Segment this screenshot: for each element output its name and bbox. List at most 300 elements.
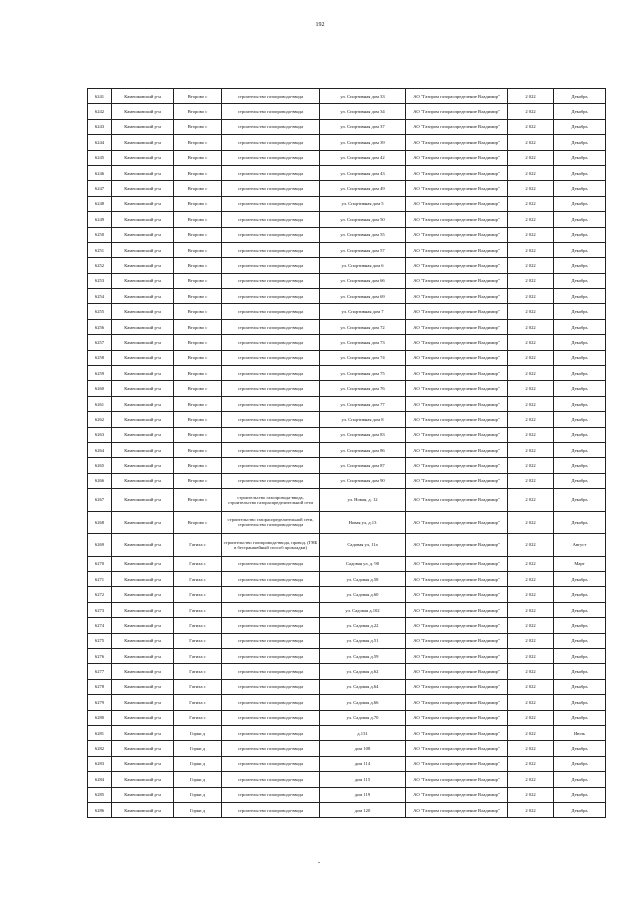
address-cell: ул. Спортивная дом 6	[320, 258, 406, 273]
year-cell: 2 022	[508, 181, 554, 196]
year-cell: 2 022	[508, 633, 554, 648]
settlement-cell: Второво с	[174, 104, 222, 119]
address-cell: ул. Спортивная дом 86	[320, 442, 406, 457]
address-cell: дом 115	[320, 772, 406, 787]
district-cell: Камешковский р-н	[112, 787, 174, 802]
table-row	[88, 556, 606, 571]
organization-cell: АО "Газпром газораспределение Владимир"	[406, 335, 508, 350]
district-cell: Камешковский р-н	[112, 350, 174, 365]
district-cell: Камешковский р-н	[112, 649, 174, 664]
address-cell: ул. Спортивная дом 87	[320, 458, 406, 473]
table-row	[88, 273, 606, 288]
district-cell: Камешковский р-н	[112, 289, 174, 304]
month-cell: Декабрь	[554, 756, 606, 771]
address-cell: дом 120	[320, 802, 406, 817]
settlement-cell: Гатиха с	[174, 710, 222, 725]
table-row	[88, 350, 606, 365]
organization-cell: АО "Газпром газораспределение Владимир"	[406, 534, 508, 557]
year-cell: 2 022	[508, 350, 554, 365]
row-number-cell: 6282	[88, 741, 112, 756]
year-cell: 2 022	[508, 473, 554, 488]
address-cell: Садовая ул, 11а	[320, 534, 406, 557]
year-cell: 2 022	[508, 304, 554, 319]
year-cell: 2 022	[508, 572, 554, 587]
address-cell: ул. Спортивная дом 8	[320, 412, 406, 427]
table-row	[88, 181, 606, 196]
organization-cell: АО "Газпром газораспределение Владимир"	[406, 741, 508, 756]
year-cell: 2 022	[508, 104, 554, 119]
table-row	[88, 534, 606, 557]
year-cell: 2 022	[508, 227, 554, 242]
settlement-cell: Второво с	[174, 273, 222, 288]
month-cell: Декабрь	[554, 89, 606, 104]
table-row	[88, 572, 606, 587]
settlement-cell: Второво с	[174, 412, 222, 427]
row-number-cell: 6278	[88, 679, 112, 694]
address-cell: ул. Спортивная дом 69	[320, 289, 406, 304]
settlement-cell: Второво с	[174, 442, 222, 457]
organization-cell: АО "Газпром газораспределение Владимир"	[406, 772, 508, 787]
table-row	[88, 473, 606, 488]
address-cell: ул. Садовая д.59	[320, 649, 406, 664]
month-cell: Декабрь	[554, 381, 606, 396]
table-row	[88, 602, 606, 617]
settlement-cell: Второво с	[174, 212, 222, 227]
organization-cell: АО "Газпром газораспределение Владимир"	[406, 664, 508, 679]
organization-cell: АО "Газпром газораспределение Владимир"	[406, 165, 508, 180]
table-row	[88, 618, 606, 633]
month-cell: Декабрь	[554, 289, 606, 304]
year-cell: 2 022	[508, 396, 554, 411]
organization-cell: АО "Газпром газораспределение Владимир"	[406, 289, 508, 304]
work-type-cell: строительство газопровода-ввода	[222, 772, 320, 787]
district-cell: Камешковский р-н	[112, 710, 174, 725]
district-cell: Камешковский р-н	[112, 258, 174, 273]
address-cell: дом 108	[320, 741, 406, 756]
settlement-cell: Горки д	[174, 756, 222, 771]
month-cell: Декабрь	[554, 710, 606, 725]
district-cell: Камешковский р-н	[112, 427, 174, 442]
month-cell: Декабрь	[554, 664, 606, 679]
organization-cell: АО "Газпром газораспределение Владимир"	[406, 381, 508, 396]
organization-cell: АО "Газпром газораспределение Владимир"	[406, 511, 508, 534]
settlement-cell: Второво с	[174, 511, 222, 534]
district-cell: Камешковский р-н	[112, 442, 174, 457]
row-number-cell: 6284	[88, 772, 112, 787]
work-type-cell: строительство газопровода-ввода	[222, 119, 320, 134]
month-cell: Декабрь	[554, 181, 606, 196]
row-number-cell: 6256	[88, 319, 112, 334]
row-number-cell: 6245	[88, 150, 112, 165]
work-type-cell: строительство газопровода-ввода	[222, 679, 320, 694]
year-cell: 2 022	[508, 756, 554, 771]
row-number-cell: 6252	[88, 258, 112, 273]
settlement-cell: Гатиха с	[174, 572, 222, 587]
organization-cell: АО "Газпром газораспределение Владимир"	[406, 196, 508, 211]
table-row	[88, 412, 606, 427]
month-cell: Декабрь	[554, 473, 606, 488]
month-cell: Декабрь	[554, 602, 606, 617]
district-cell: Камешковский р-н	[112, 304, 174, 319]
table-row	[88, 664, 606, 679]
address-cell: ул. Садовая д.62	[320, 664, 406, 679]
settlement-cell: Второво с	[174, 335, 222, 350]
month-cell: Декабрь	[554, 802, 606, 817]
settlement-cell: Горки д	[174, 802, 222, 817]
work-type-cell: строительство газопровода-ввода	[222, 227, 320, 242]
settlement-cell: Второво с	[174, 150, 222, 165]
work-type-cell: строительство газопровода-ввода	[222, 289, 320, 304]
address-cell: ул. Садовая д.58	[320, 572, 406, 587]
year-cell: 2 022	[508, 366, 554, 381]
settlement-cell: Второво с	[174, 304, 222, 319]
address-cell: ул. Новая, д. 12	[320, 489, 406, 512]
work-type-cell: строительство газопровода-ввода	[222, 633, 320, 648]
year-cell: 2 022	[508, 273, 554, 288]
organization-cell: АО "Газпром газораспределение Владимир"	[406, 572, 508, 587]
table-row	[88, 135, 606, 150]
month-cell: Декабрь	[554, 649, 606, 664]
work-type-cell: строительство газопровода-ввода	[222, 664, 320, 679]
settlement-cell: Второво с	[174, 473, 222, 488]
month-cell: Декабрь	[554, 442, 606, 457]
year-cell: 2 022	[508, 258, 554, 273]
district-cell: Камешковский р-н	[112, 534, 174, 557]
address-cell: ул. Спортивная дом 42	[320, 150, 406, 165]
row-number-cell: 6249	[88, 212, 112, 227]
work-type-cell: строительство газопровода-ввода	[222, 104, 320, 119]
month-cell: Декабрь	[554, 587, 606, 602]
registry-body	[88, 89, 606, 818]
row-number-cell: 6253	[88, 273, 112, 288]
district-cell: Камешковский р-н	[112, 664, 174, 679]
settlement-cell: Горки д	[174, 725, 222, 740]
settlement-cell: Второво с	[174, 458, 222, 473]
table-row	[88, 196, 606, 211]
work-type-cell: строительство газопровода-ввода	[222, 304, 320, 319]
organization-cell: АО "Газпром газораспределение Владимир"	[406, 649, 508, 664]
organization-cell: АО "Газпром газораспределение Владимир"	[406, 725, 508, 740]
work-type-cell: строительство газопровода-ввода	[222, 381, 320, 396]
settlement-cell: Второво с	[174, 196, 222, 211]
month-cell: Декабрь	[554, 165, 606, 180]
settlement-cell: Горки д	[174, 772, 222, 787]
table-row	[88, 212, 606, 227]
settlement-cell: Второво с	[174, 227, 222, 242]
year-cell: 2 022	[508, 679, 554, 694]
address-cell: ул. Спортивная дом 83	[320, 427, 406, 442]
year-cell: 2 022	[508, 458, 554, 473]
month-cell: Декабрь	[554, 618, 606, 633]
work-type-cell: строительство газопровода-ввода	[222, 150, 320, 165]
work-type-cell: строительство газопровода-ввода	[222, 649, 320, 664]
district-cell: Камешковский р-н	[112, 602, 174, 617]
row-number-cell: 6255	[88, 304, 112, 319]
table-row	[88, 304, 606, 319]
work-type-cell: строительство газопровода-ввода	[222, 335, 320, 350]
organization-cell: АО "Газпром газораспределение Владимир"	[406, 135, 508, 150]
district-cell: Камешковский р-н	[112, 150, 174, 165]
work-type-cell: строительство газопровода-ввода	[222, 741, 320, 756]
month-cell: Декабрь	[554, 242, 606, 257]
district-cell: Камешковский р-н	[112, 119, 174, 134]
organization-cell: АО "Газпром газораспределение Владимир"	[406, 212, 508, 227]
row-number-cell: 6260	[88, 381, 112, 396]
settlement-cell: Гатиха с	[174, 587, 222, 602]
settlement-cell: Второво с	[174, 119, 222, 134]
address-cell: ул. Спортивная дом 73	[320, 335, 406, 350]
district-cell: Камешковский р-н	[112, 587, 174, 602]
work-type-cell: строительство газопровода-ввода	[222, 473, 320, 488]
organization-cell: АО "Газпром газораспределение Владимир"	[406, 489, 508, 512]
month-cell: Декабрь	[554, 104, 606, 119]
year-cell: 2 022	[508, 787, 554, 802]
year-cell: 2 022	[508, 196, 554, 211]
table-row	[88, 802, 606, 817]
month-cell: Декабрь	[554, 366, 606, 381]
organization-cell: АО "Газпром газораспределение Владимир"	[406, 587, 508, 602]
work-type-cell: строительство газопровода-ввода	[222, 135, 320, 150]
row-number-cell: 6270	[88, 556, 112, 571]
work-type-cell: строительство газопровода-ввода	[222, 695, 320, 710]
row-number-cell: 6243	[88, 119, 112, 134]
district-cell: Камешковский р-н	[112, 725, 174, 740]
organization-cell: АО "Газпром газораспределение Владимир"	[406, 756, 508, 771]
row-number-cell: 6274	[88, 618, 112, 633]
organization-cell: АО "Газпром газораспределение Владимир"	[406, 89, 508, 104]
table-row	[88, 258, 606, 273]
row-number-cell: 6277	[88, 664, 112, 679]
work-type-cell: строительство газопровода-ввода	[222, 273, 320, 288]
month-cell: Август	[554, 534, 606, 557]
work-type-cell: строительство газопровода-ввода	[222, 165, 320, 180]
year-cell: 2 022	[508, 489, 554, 512]
row-number-cell: 6266	[88, 473, 112, 488]
settlement-cell: Гатиха с	[174, 602, 222, 617]
month-cell: Март	[554, 556, 606, 571]
organization-cell: АО "Газпром газораспределение Владимир"	[406, 258, 508, 273]
settlement-cell: Гатиха с	[174, 618, 222, 633]
row-number-cell: 6262	[88, 412, 112, 427]
district-cell: Камешковский р-н	[112, 741, 174, 756]
table-row	[88, 710, 606, 725]
district-cell: Камешковский р-н	[112, 396, 174, 411]
address-cell: дом 114	[320, 756, 406, 771]
year-cell: 2 022	[508, 427, 554, 442]
organization-cell: АО "Газпром газораспределение Владимир"	[406, 427, 508, 442]
work-type-cell: строительство газопровода-ввода	[222, 458, 320, 473]
row-number-cell: 6276	[88, 649, 112, 664]
address-cell: ул. Садовая д.66	[320, 695, 406, 710]
district-cell: Камешковский р-н	[112, 458, 174, 473]
address-cell: дом 119	[320, 787, 406, 802]
organization-cell: АО "Газпром газораспределение Владимир"	[406, 150, 508, 165]
month-cell: Декабрь	[554, 227, 606, 242]
work-type-cell: строительство газопровода-ввода	[222, 396, 320, 411]
address-cell: ул. Спортивная дом 37	[320, 119, 406, 134]
address-cell: ул. Спортивная дом 74	[320, 350, 406, 365]
district-cell: Камешковский р-н	[112, 181, 174, 196]
table-row	[88, 119, 606, 134]
table-row	[88, 366, 606, 381]
work-type-cell: строительство газопровода-ввода	[222, 802, 320, 817]
address-cell: ул. Спортивная дом 7	[320, 304, 406, 319]
year-cell: 2 022	[508, 602, 554, 617]
settlement-cell: Гатиха с	[174, 664, 222, 679]
district-cell: Камешковский р-н	[112, 572, 174, 587]
month-cell: Декабрь	[554, 741, 606, 756]
organization-cell: АО "Газпром газораспределение Владимир"	[406, 442, 508, 457]
address-cell: д.131	[320, 725, 406, 740]
row-number-cell: 6281	[88, 725, 112, 740]
work-type-cell: строительство газораспределительной сети, строительство газопровода-ввода	[222, 511, 320, 534]
table-row	[88, 381, 606, 396]
year-cell: 2 022	[508, 725, 554, 740]
organization-cell: АО "Газпром газораспределение Владимир"	[406, 242, 508, 257]
organization-cell: АО "Газпром газораспределение Владимир"	[406, 412, 508, 427]
settlement-cell: Второво с	[174, 289, 222, 304]
month-cell: Декабрь	[554, 196, 606, 211]
year-cell: 2 022	[508, 511, 554, 534]
row-number-cell: 6275	[88, 633, 112, 648]
month-cell: Декабрь	[554, 135, 606, 150]
work-type-cell: строительство газопровода-ввода	[222, 442, 320, 457]
month-cell: Декабрь	[554, 695, 606, 710]
month-cell: Декабрь	[554, 412, 606, 427]
year-cell: 2 022	[508, 289, 554, 304]
district-cell: Камешковский р-н	[112, 412, 174, 427]
organization-cell: АО "Газпром газораспределение Владимир"	[406, 556, 508, 571]
organization-cell: АО "Газпром газораспределение Владимир"	[406, 695, 508, 710]
work-type-cell: строительство газопровода-ввода	[222, 350, 320, 365]
work-type-cell: строительство газопровода-ввода	[222, 181, 320, 196]
settlement-cell: Второво с	[174, 381, 222, 396]
work-type-cell: строительство газопровода-ввода	[222, 787, 320, 802]
district-cell: Камешковский р-н	[112, 366, 174, 381]
organization-cell: АО "Газпром газораспределение Владимир"	[406, 181, 508, 196]
work-type-cell: строительство газопровода-ввода	[222, 366, 320, 381]
settlement-cell: Второво с	[174, 181, 222, 196]
address-cell: ул. Спортивная дом 5	[320, 196, 406, 211]
organization-cell: АО "Газпром газораспределение Владимир"	[406, 273, 508, 288]
year-cell: 2 022	[508, 556, 554, 571]
month-cell: Декабрь	[554, 350, 606, 365]
month-cell: Декабрь	[554, 458, 606, 473]
address-cell: ул. Спортивная дом 66	[320, 273, 406, 288]
scan-speck	[318, 862, 320, 863]
row-number-cell: 6272	[88, 587, 112, 602]
district-cell: Камешковский р-н	[112, 489, 174, 512]
table-row	[88, 489, 606, 512]
table-row	[88, 227, 606, 242]
row-number-cell: 6280	[88, 710, 112, 725]
address-cell: ул. Спортивная дом 57	[320, 242, 406, 257]
year-cell: 2 022	[508, 335, 554, 350]
organization-cell: АО "Газпром газораспределение Владимир"	[406, 473, 508, 488]
work-type-cell: строительство газопровода-ввода	[222, 319, 320, 334]
page-number: 192	[315, 22, 325, 28]
table-row	[88, 679, 606, 694]
month-cell: Декабрь	[554, 427, 606, 442]
district-cell: Камешковский р-н	[112, 756, 174, 771]
row-number-cell: 6261	[88, 396, 112, 411]
table-row	[88, 772, 606, 787]
address-cell: ул. Спортивная дом 90	[320, 473, 406, 488]
work-type-cell: строительство газопровода-ввода	[222, 618, 320, 633]
settlement-cell: Гатиха с	[174, 649, 222, 664]
organization-cell: АО "Газпром газораспределение Владимир"	[406, 802, 508, 817]
month-cell: Декабрь	[554, 572, 606, 587]
row-number-cell: 6257	[88, 335, 112, 350]
district-cell: Камешковский р-н	[112, 135, 174, 150]
table-row	[88, 695, 606, 710]
address-cell: ул. Спортивная дом 50	[320, 212, 406, 227]
month-cell: Декабрь	[554, 396, 606, 411]
month-cell: Декабрь	[554, 258, 606, 273]
year-cell: 2 022	[508, 135, 554, 150]
district-cell: Камешковский р-н	[112, 196, 174, 211]
settlement-cell: Второво с	[174, 489, 222, 512]
settlement-cell: Второво с	[174, 135, 222, 150]
district-cell: Камешковский р-н	[112, 227, 174, 242]
table-row	[88, 725, 606, 740]
work-type-cell: строительство газопровода-ввода, строительство газораспределительной сети	[222, 489, 320, 512]
organization-cell: АО "Газпром газораспределение Владимир"	[406, 787, 508, 802]
row-number-cell: 6269	[88, 534, 112, 557]
organization-cell: АО "Газпром газораспределение Владимир"	[406, 618, 508, 633]
year-cell: 2 022	[508, 534, 554, 557]
table-row	[88, 587, 606, 602]
address-cell: ул. Садовая д.70	[320, 710, 406, 725]
district-cell: Камешковский р-н	[112, 633, 174, 648]
work-type-cell: строительство газопровода-ввода	[222, 258, 320, 273]
settlement-cell: Второво с	[174, 427, 222, 442]
row-number-cell: 6268	[88, 511, 112, 534]
settlement-cell: Второво с	[174, 396, 222, 411]
table-row	[88, 104, 606, 119]
year-cell: 2 022	[508, 119, 554, 134]
table-row	[88, 289, 606, 304]
organization-cell: АО "Газпром газораспределение Владимир"	[406, 350, 508, 365]
row-number-cell: 6279	[88, 695, 112, 710]
table-row	[88, 649, 606, 664]
organization-cell: АО "Газпром газораспределение Владимир"	[406, 602, 508, 617]
row-number-cell: 6246	[88, 165, 112, 180]
district-cell: Камешковский р-н	[112, 242, 174, 257]
district-cell: Камешковский р-н	[112, 319, 174, 334]
month-cell: Декабрь	[554, 273, 606, 288]
address-cell: Садовая ул, д. 90	[320, 556, 406, 571]
year-cell: 2 022	[508, 695, 554, 710]
work-type-cell: строительство газопровода-ввода, провод. (ГНБ в бестраншейный способ прокладки)	[222, 534, 320, 557]
month-cell: Декабрь	[554, 319, 606, 334]
work-type-cell: строительство газопровода-ввода	[222, 242, 320, 257]
settlement-cell: Второво с	[174, 89, 222, 104]
address-cell: Новая ул, д.13	[320, 511, 406, 534]
address-cell: ул. Садовая д.64	[320, 679, 406, 694]
work-type-cell: строительство газопровода-ввода	[222, 572, 320, 587]
table-row	[88, 511, 606, 534]
organization-cell: АО "Газпром газораспределение Владимир"	[406, 227, 508, 242]
work-type-cell: строительство газопровода-ввода	[222, 556, 320, 571]
address-cell: ул. Садовая д.102	[320, 602, 406, 617]
table-row	[88, 396, 606, 411]
year-cell: 2 022	[508, 412, 554, 427]
row-number-cell: 6241	[88, 89, 112, 104]
month-cell: Декабрь	[554, 787, 606, 802]
address-cell: ул. Спортивная дом 39	[320, 135, 406, 150]
organization-cell: АО "Газпром газораспределение Владимир"	[406, 304, 508, 319]
